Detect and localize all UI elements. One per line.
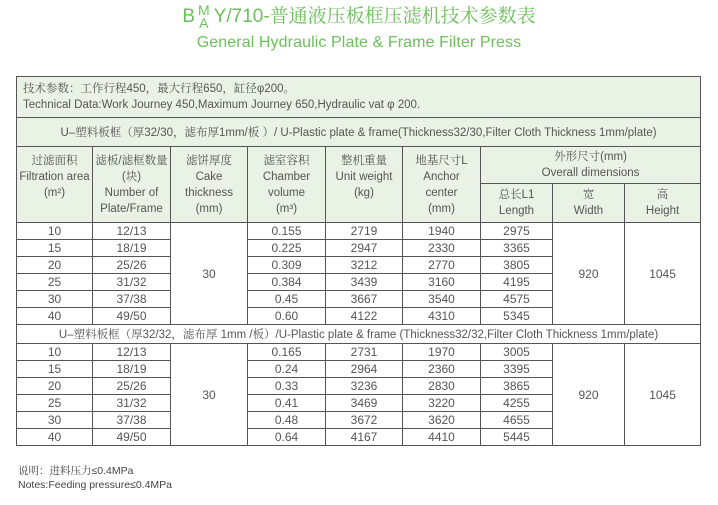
tech-data-cell bbox=[17, 77, 701, 118]
cell-area: 40 bbox=[17, 429, 93, 446]
header-cn: 整机重量 bbox=[341, 154, 387, 167]
header-cn: 地基尺寸L bbox=[415, 154, 468, 167]
cell-anchor: 1940 bbox=[403, 223, 481, 240]
cell-weight: 4122 bbox=[326, 308, 403, 325]
cell-plates: 12/13 bbox=[93, 344, 171, 361]
cell-weight: 3672 bbox=[326, 412, 403, 429]
cell-volume: 0.64 bbox=[248, 429, 326, 446]
header-en: thickness bbox=[185, 186, 233, 199]
col-header-overall-dimensions bbox=[481, 147, 701, 184]
section1-label-row bbox=[17, 118, 701, 147]
cell-area: 40 bbox=[17, 308, 93, 325]
cell-plates: 31/32 bbox=[93, 395, 171, 412]
cell-anchor: 1970 bbox=[403, 344, 481, 361]
cell-plates: 12/13 bbox=[93, 223, 171, 240]
model-prefix bbox=[182, 4, 211, 30]
header-en: volume bbox=[267, 186, 306, 199]
header-cn: 外形尺寸(mm) bbox=[554, 151, 627, 163]
header-cn: 过滤面积 bbox=[31, 154, 78, 167]
header-unit: (mm) bbox=[195, 202, 223, 215]
header-en: Unit weight bbox=[335, 170, 393, 183]
cell-volume: 0.41 bbox=[248, 395, 326, 412]
header-en: Chamber bbox=[262, 170, 311, 183]
tech-data-row bbox=[17, 77, 701, 118]
cell-length: 4575 bbox=[481, 291, 553, 308]
header-en: center bbox=[425, 186, 458, 199]
cell-height: 1045 bbox=[625, 223, 701, 325]
page-title bbox=[182, 4, 535, 30]
cell-volume: 0.165 bbox=[248, 344, 326, 361]
cell-area: 10 bbox=[17, 344, 93, 361]
cell-plates: 49/50 bbox=[93, 308, 171, 325]
cell-weight: 3469 bbox=[326, 395, 403, 412]
cell-length: 5345 bbox=[481, 308, 553, 325]
cell-volume: 0.384 bbox=[248, 274, 326, 291]
cell-area: 15 bbox=[17, 361, 93, 378]
notes bbox=[18, 464, 172, 492]
cell-anchor: 3220 bbox=[403, 395, 481, 412]
notes-en: Notes:Feeding pressure≤0.4MPa bbox=[18, 479, 173, 491]
header-cn: 滤板/滤框数量(块) bbox=[95, 154, 168, 183]
cell-weight: 2731 bbox=[326, 344, 403, 361]
cell-anchor: 2330 bbox=[403, 240, 481, 257]
cell-plates: 18/19 bbox=[93, 240, 171, 257]
cell-weight: 3439 bbox=[326, 274, 403, 291]
cell-anchor: 4410 bbox=[403, 429, 481, 446]
cell-volume: 0.24 bbox=[248, 361, 326, 378]
cell-volume: 0.225 bbox=[248, 240, 326, 257]
header-cn: 宽 bbox=[582, 189, 595, 201]
col-header-unit-weight bbox=[326, 147, 403, 223]
cell-length: 3805 bbox=[481, 257, 553, 274]
cell-weight: 3667 bbox=[326, 291, 403, 308]
header-en: Width bbox=[573, 205, 604, 217]
col-header-anchor-center bbox=[403, 147, 481, 223]
cell-weight: 2947 bbox=[326, 240, 403, 257]
cell-area: 15 bbox=[17, 240, 93, 257]
cell-area: 25 bbox=[17, 395, 93, 412]
cell-weight: 2964 bbox=[326, 361, 403, 378]
cell-length: 3395 bbox=[481, 361, 553, 378]
cell-weight: 3212 bbox=[326, 257, 403, 274]
title-cn: Y/710-普通液压板框压滤机技术参数表 bbox=[213, 6, 536, 27]
header-unit: (m³) bbox=[275, 202, 298, 215]
header-en: Anchor bbox=[423, 170, 460, 183]
cell-area: 25 bbox=[17, 274, 93, 291]
col-header-height bbox=[625, 184, 701, 223]
model-prefix-m: M bbox=[198, 2, 210, 18]
header-en: Cake bbox=[195, 170, 223, 183]
header-en: Plate/Frame bbox=[100, 202, 163, 215]
cell-length: 3365 bbox=[481, 240, 553, 257]
cell-weight: 4167 bbox=[326, 429, 403, 446]
cell-anchor: 3540 bbox=[403, 291, 481, 308]
cell-area: 20 bbox=[17, 378, 93, 395]
cell-length: 4655 bbox=[481, 412, 553, 429]
cell-anchor: 2360 bbox=[403, 361, 481, 378]
cell-anchor: 3620 bbox=[403, 412, 481, 429]
cell-width: 920 bbox=[553, 223, 625, 325]
cell-anchor: 3160 bbox=[403, 274, 481, 291]
cell-length: 4195 bbox=[481, 274, 553, 291]
cell-plates: 37/38 bbox=[93, 291, 171, 308]
section2-label-row bbox=[17, 325, 701, 344]
cell-area: 30 bbox=[17, 291, 93, 308]
header-unit: (kg) bbox=[354, 186, 374, 199]
cell-volume: 0.45 bbox=[248, 291, 326, 308]
cell-plates: 37/38 bbox=[93, 412, 171, 429]
header-cn: 高 bbox=[656, 189, 669, 201]
cell-height: 1045 bbox=[625, 344, 701, 446]
tech-data-cn: 技术参数：工作行程450，最大行程650，缸径φ200。 bbox=[23, 83, 296, 95]
model-prefix-a: A bbox=[199, 15, 209, 31]
col-header-length bbox=[481, 184, 553, 223]
spec-table bbox=[16, 76, 701, 446]
cell-plates: 49/50 bbox=[93, 429, 171, 446]
col-header-chamber-volume bbox=[248, 147, 326, 223]
title-en: General Hydraulic Plate & Frame Filter Press bbox=[196, 34, 522, 51]
cell-weight: 2719 bbox=[326, 223, 403, 240]
cell-cake-thickness: 30 bbox=[171, 344, 248, 446]
notes-cn: 说明：进料压力≤0.4MPa bbox=[18, 465, 134, 477]
cell-weight: 3236 bbox=[326, 378, 403, 395]
header-cn: 滤室容积 bbox=[263, 154, 310, 167]
cell-plates: 25/26 bbox=[93, 378, 171, 395]
cell-anchor: 4310 bbox=[403, 308, 481, 325]
page-header bbox=[0, 4, 718, 52]
cell-volume: 0.60 bbox=[248, 308, 326, 325]
table-row bbox=[17, 223, 701, 240]
col-header-width bbox=[553, 184, 625, 223]
header-en: Height bbox=[645, 205, 680, 217]
cell-volume: 0.309 bbox=[248, 257, 326, 274]
header-cn: 滤饼厚度 bbox=[186, 154, 232, 167]
cell-area: 20 bbox=[17, 257, 93, 274]
header-row bbox=[17, 147, 701, 184]
cell-anchor: 2830 bbox=[403, 378, 481, 395]
cell-length: 3005 bbox=[481, 344, 553, 361]
col-header-filtration-area bbox=[17, 147, 93, 223]
cell-area: 10 bbox=[17, 223, 93, 240]
header-en: Filtration area bbox=[19, 170, 90, 183]
table-row bbox=[17, 344, 701, 361]
cell-length: 4255 bbox=[481, 395, 553, 412]
cell-cake-thickness: 30 bbox=[171, 223, 248, 325]
header-unit: (m²) bbox=[43, 186, 66, 199]
cell-plates: 31/32 bbox=[93, 274, 171, 291]
col-header-plates bbox=[93, 147, 171, 223]
header-en: Overall dimensions bbox=[541, 167, 640, 179]
cell-plates: 18/19 bbox=[93, 361, 171, 378]
col-header-cake-thickness bbox=[171, 147, 248, 223]
cell-volume: 0.48 bbox=[248, 412, 326, 429]
cell-length: 3865 bbox=[481, 378, 553, 395]
header-en: Number of bbox=[104, 186, 159, 199]
cell-anchor: 2770 bbox=[403, 257, 481, 274]
section1-label: U–塑料板框（厚32/30，滤布厚1mm/板 ）/ U-Plastic plate & frame(Thickness32/30,Filter Cloth Thickness 1mm/plate) bbox=[17, 118, 701, 147]
cell-width: 920 bbox=[553, 344, 625, 446]
cell-length: 2975 bbox=[481, 223, 553, 240]
cell-length: 5445 bbox=[481, 429, 553, 446]
tech-data-en: Technical Data:Work Journey 450,Maximum Journey 650,Hydraulic vat φ 200. bbox=[23, 99, 421, 111]
cell-volume: 0.33 bbox=[248, 378, 326, 395]
header-cn: 总长L1 bbox=[498, 189, 535, 201]
model-prefix-b: B bbox=[182, 6, 196, 27]
header-unit: (mm) bbox=[428, 202, 455, 215]
cell-plates: 25/26 bbox=[93, 257, 171, 274]
cell-area: 30 bbox=[17, 412, 93, 429]
header-en: Length bbox=[498, 205, 535, 217]
cell-volume: 0.155 bbox=[248, 223, 326, 240]
section2-label: U–塑料板框（厚32/32，滤布厚 1mm /板）/U-Plastic plate & frame (Thickness32/32,Filter Cloth Thickness 1mm/plate) bbox=[17, 325, 701, 344]
